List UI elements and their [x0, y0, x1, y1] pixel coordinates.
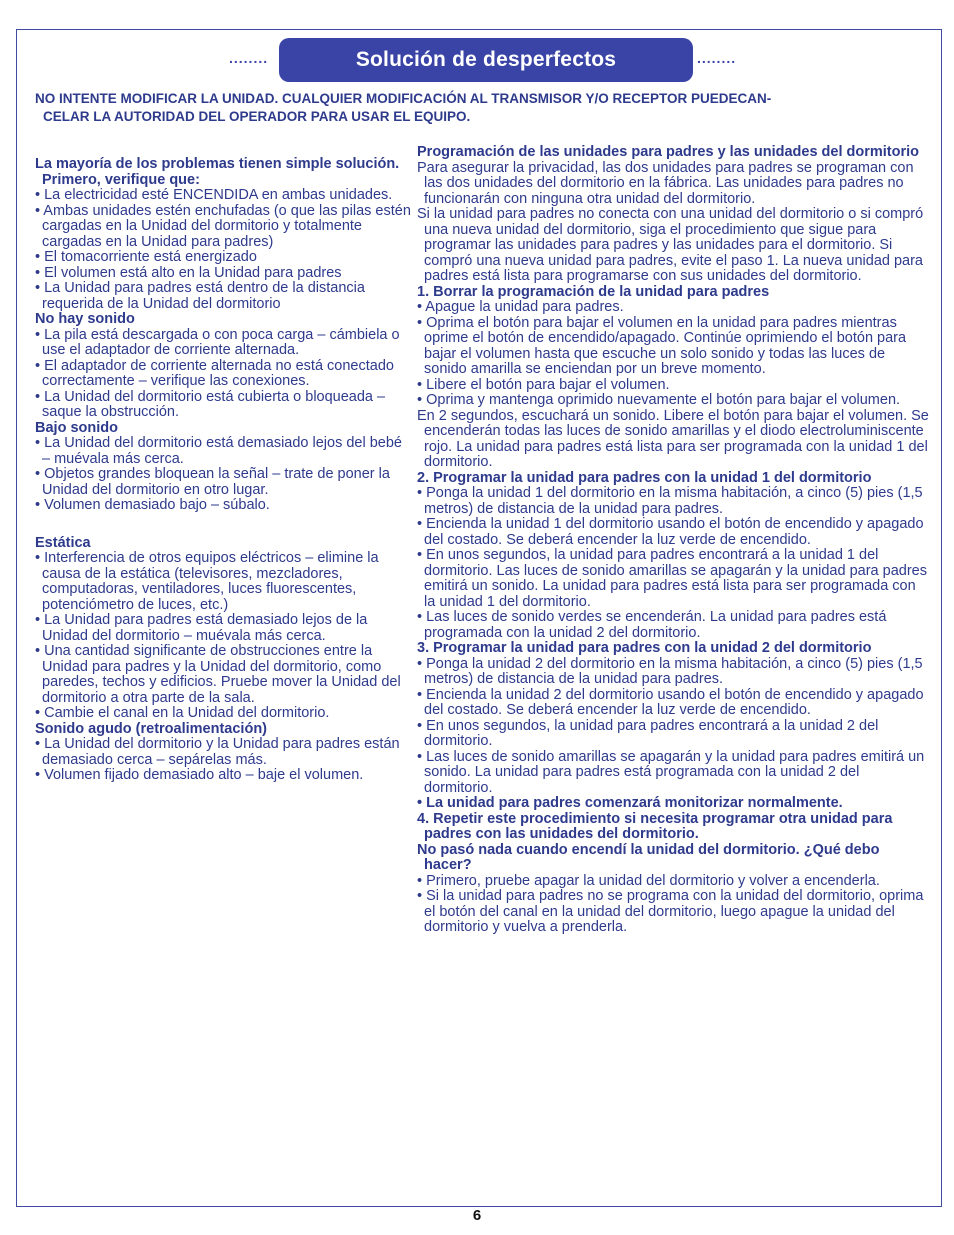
page-number: 6 [472, 1207, 482, 1224]
static-item: • La Unidad para padres está demasiado lejos de la Unidad del dormitorio – muévala más cerca. [35, 612, 368, 644]
step3-item: • Ponga la unidad 2 del dormitorio en la misma habitación, a cinco (5) pies (1,5 metros) de distancia de la unidad para padres. [417, 655, 923, 687]
intro-item: • El volumen está alto en la Unidad para padres [35, 264, 342, 281]
feedback-heading: Sonido agudo (retroalimentación) [35, 720, 268, 737]
intro-heading: La mayoría de los problemas tienen simple solución. Primero, verifique que: [35, 156, 400, 188]
warning-notice [35, 90, 915, 126]
warning-line-2: CELAR LA AUTORIDAD DEL OPERADOR PARA USAR EL EQUIPO. [43, 109, 471, 124]
step1-item: • Oprima y mantenga oprimido nuevamente el botón para bajar el volumen. [417, 392, 901, 408]
nosound-item: • La pila está descargada o con poca carga – cámbiela o use el adaptador de corriente alternada. [35, 326, 400, 358]
title-dots-left: ........ [229, 50, 269, 66]
lowsound-item: • Objetos grandes bloquean la señal – trate de poner la Unidad del dormitorio en otro lugar. [35, 466, 390, 498]
intro-item: • La Unidad para padres está dentro de la distancia requerida de la Unidad del dormitorio [35, 280, 365, 312]
step3-heading: 3. Programar la unidad para padres con la unidad 2 del dormitorio [417, 640, 872, 656]
static-item: • Una cantidad significante de obstrucciones entre la Unidad para padres y la Unidad del dormitorio, como paredes, techos y edificios. Pruebe mover la Unidad del dormitorio a otra parte de la sala. [35, 643, 401, 706]
programming-paragraph: Para asegurar la privacidad, las dos unidades para padres se programan con las dos unidades del dormitorio en la fábrica. Las unidades para padres no funcionarán con ninguna otra unidad del dormitorio. [417, 159, 914, 207]
left-column [35, 157, 413, 784]
step1-heading: 1. Borrar la programación de la unidad para padres [417, 283, 770, 300]
step1-item: • Apague la unidad para padres. [417, 299, 624, 315]
feedback-item: • Volumen fijado demasiado alto – baje el volumen. [35, 767, 364, 783]
intro-item: • La electricidad esté ENCENDIDA en ambas unidades. [35, 187, 393, 203]
static-heading: Estática [35, 534, 91, 551]
step3-item: • Las luces de sonido amarillas se apagarán y la unidad para padres emitirá un sonido. La unidad para padres está programada con la unidad 2 del dormitorio. [417, 748, 925, 796]
step3-final: • La unidad para padres comenzará monitorizar normalmente. [417, 795, 843, 811]
section-title: Solución de desperfectos [279, 38, 693, 82]
step2-item: • Encienda la unidad 1 del dormitorio usando el botón de encendido y apagado del costado. Se deberá encender la luz verde de encendido. [417, 516, 924, 548]
lowsound-heading: Bajo sonido [35, 419, 118, 436]
step3-item: • Encienda la unidad 2 del dormitorio usando el botón de encendido y apagado del costado. Se deberá encender la luz verde de encendido. [417, 686, 924, 718]
programming-paragraph: Si la unidad para padres no conecta con una unidad del dormitorio o si compró una nueva unidad del dormitorio, siga el procedimiento que sigue para programar las unidades para padres y las unidades para el dormitorio. Si compró una nueva unidad para padres, evite el paso 1. La nueva unidad para padres está lista para programarse con sus unidades del dormitorio. [417, 206, 924, 284]
nosound-heading: No hay sonido [35, 311, 135, 327]
feedback-item: • La Unidad del dormitorio y la Unidad para padres están demasiado cerca – sepárelas más. [35, 736, 400, 768]
step3-item: • En unos segundos, la unidad para padres encontrará a la unidad 2 del dormitorio. [417, 717, 879, 749]
step4-heading: 4. Repetir este procedimiento si necesita programar otra unidad para padres con las unidades del dormitorio. [417, 810, 893, 842]
step2-heading: 2. Programar la unidad para padres con la unidad 1 del dormitorio [417, 469, 872, 486]
faq-item: • Primero, pruebe apagar la unidad del dormitorio y volver a encenderla. [417, 872, 880, 889]
step1-item: • Oprima el botón para bajar el volumen en la unidad para padres mientras oprime el botón de encendido/apagado. Continúe oprimiendo el botón para bajar el volumen hasta que escuche un solo sonido y todas las luces de sonido amarilla se enciendan por un breve momento. [417, 314, 907, 377]
programming-heading: Programación de las unidades para padres y las unidades del dormitorio [417, 144, 920, 160]
right-column [417, 145, 929, 936]
lowsound-item: • La Unidad del dormitorio está demasiado lejos del bebé – muévala más cerca. [35, 435, 402, 467]
intro-item: • El tomacorriente está energizado [35, 249, 257, 265]
step1-item: • Libere el botón para bajar el volumen. [417, 376, 670, 393]
faq-item: • Si la unidad para padres no se programa con la unidad del dormitorio, oprima el botón del canal en la unidad del dormitorio, luego apague la unidad del dormitorio y vuelva a prenderla. [417, 888, 924, 935]
nosound-item: • El adaptador de corriente alternada no está conectado correctamente – verifique las conexiones. [35, 357, 394, 389]
lowsound-item: • Volumen demasiado bajo – súbalo. [35, 497, 270, 513]
step2-item: • Las luces de sonido verdes se encenderán. La unidad para padres está programada con la unidad 2 del dormitorio. [417, 609, 887, 641]
step2-item: • Ponga la unidad 1 del dormitorio en la misma habitación, a cinco (5) pies (1,5 metros) de distancia de la unidad para padres. [417, 485, 923, 517]
intro-item: • Ambas unidades estén enchufadas (o que las pilas estén cargadas en la Unidad del dormitorio y totalmente cargadas en la Unidad para padres) [35, 202, 411, 250]
static-item: • Cambie el canal en la Unidad del dormitorio. [35, 705, 330, 721]
step2-item: • En unos segundos, la unidad para padres encontrará a la unidad 1 del dormitorio. Las luces de sonido amarillas se apagarán y la unidad para padres emitirá un sonido. La unidad para padres está lista para ser programada con la unidad 1 del dormitorio. [417, 547, 927, 610]
static-item: • Interferencia de otros equipos eléctricos – elimine la causa de la estática (televisores, mezcladores, computadoras, ventiladores, luces fluorescentes, potenciómetro de luces, etc.) [35, 550, 379, 613]
title-dots-right: ........ [697, 50, 737, 66]
warning-line-1: NO INTENTE MODIFICAR LA UNIDAD. CUALQUIER MODIFICACIÓN AL TRANSMISOR Y/O RECEPTOR PUEDECAN- [35, 91, 772, 106]
nosound-item: • La Unidad del dormitorio está cubierta o bloqueada – saque la obstrucción. [35, 388, 386, 420]
step1-note: En 2 segundos, escuchará un sonido. Libere el botón para bajar el volumen. Se encenderán todas las luces de sonido amarillas y el diodo electroluminiscente rojo. La unidad para padres está lista para ser programada con la unidad 1 del dormitorio. [417, 407, 929, 470]
faq-heading: No pasó nada cuando encendí la unidad del dormitorio. ¿Qué debo hacer? [417, 841, 880, 873]
